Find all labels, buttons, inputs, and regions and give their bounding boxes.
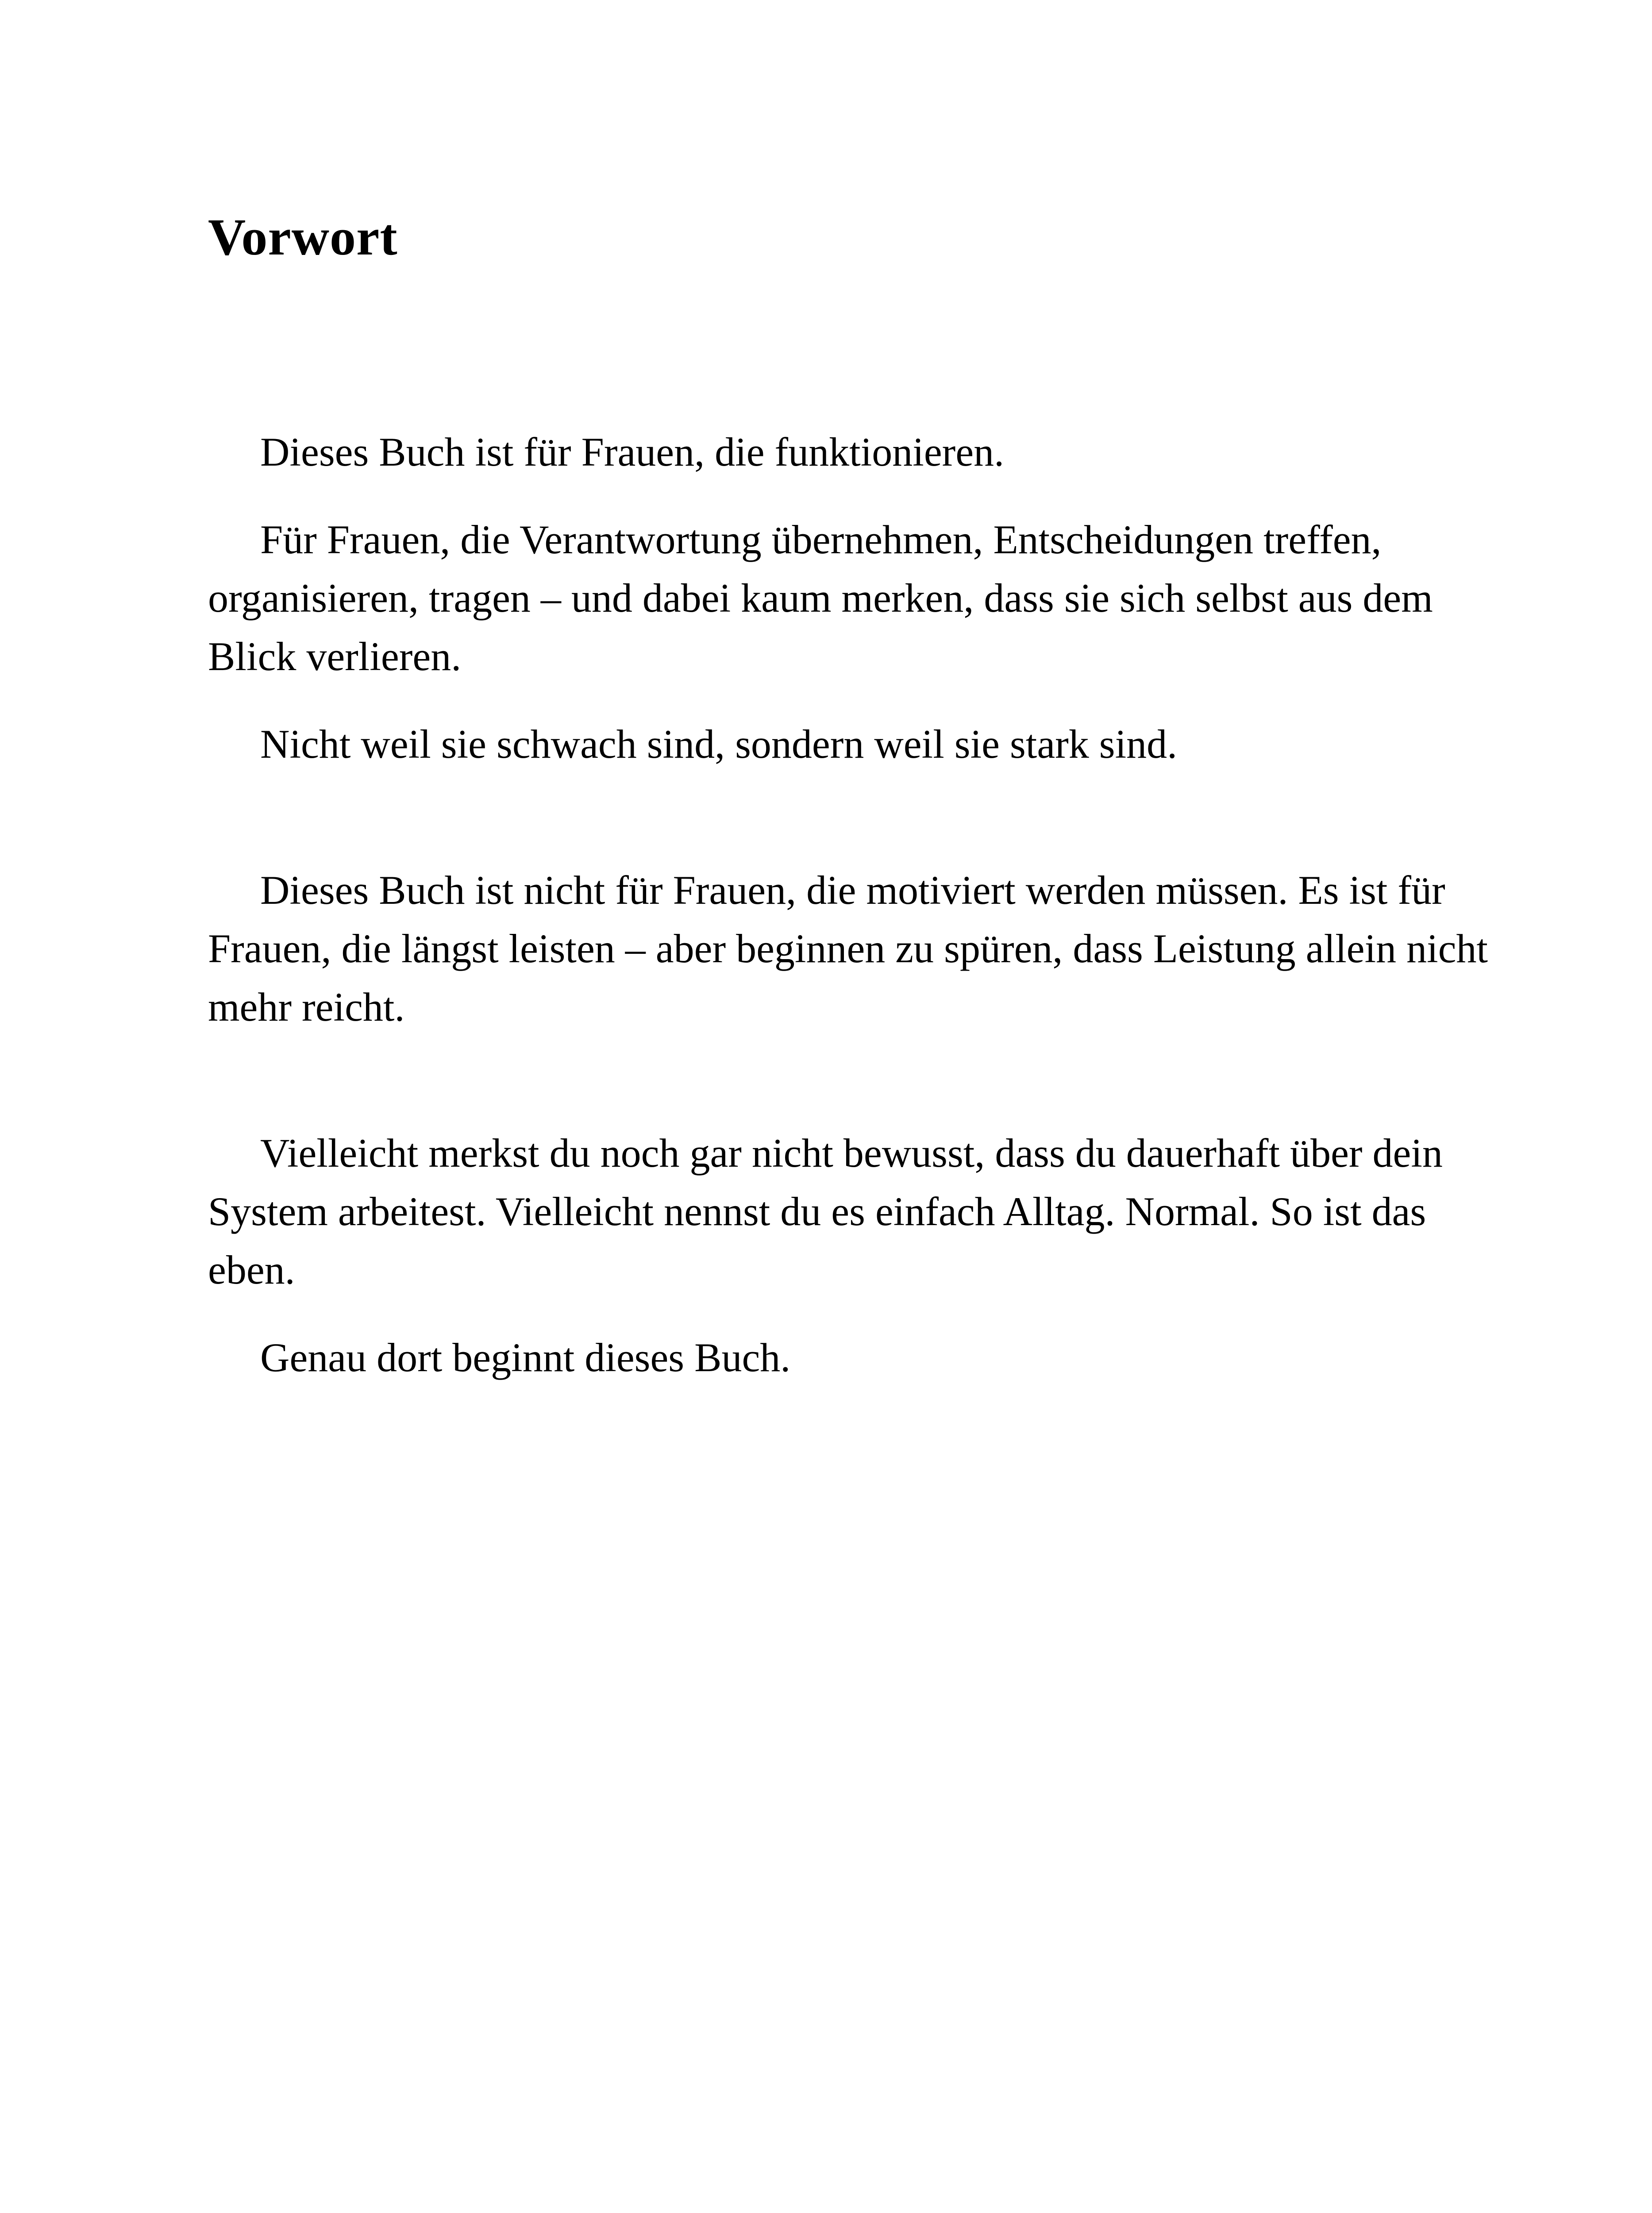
paragraph: Nicht weil sie schwach sind, sondern weil sie stark sind. [260, 721, 1178, 767]
paragraph: Dieses Buch ist nicht für Frauen, die motiviert werden müssen. Es ist für Frauen, die längst leisten – aber beginnen zu spüren, dass Leistung allein nicht mehr reicht. [208, 867, 1488, 1029]
paragraph: Vielleicht merkst du noch gar nicht bewusst, dass du dauerhaft über dein System arbeitest. Vielleicht nennst du es einfach Alltag. Normal. So ist das eben. [208, 1130, 1443, 1292]
body-text [208, 423, 1491, 1387]
paragraph: Dieses Buch ist für Frauen, die funktionieren. [260, 429, 1005, 474]
paragraph: Genau dort beginnt dieses Buch. [260, 1335, 791, 1380]
paragraph: Für Frauen, die Verantwortung übernehmen, Entscheidungen treffen, organisieren, tragen – und dabei kaum merken, dass sie sich selbst aus dem Blick verlieren. [208, 517, 1433, 679]
page-title: Vorwort [208, 208, 398, 266]
